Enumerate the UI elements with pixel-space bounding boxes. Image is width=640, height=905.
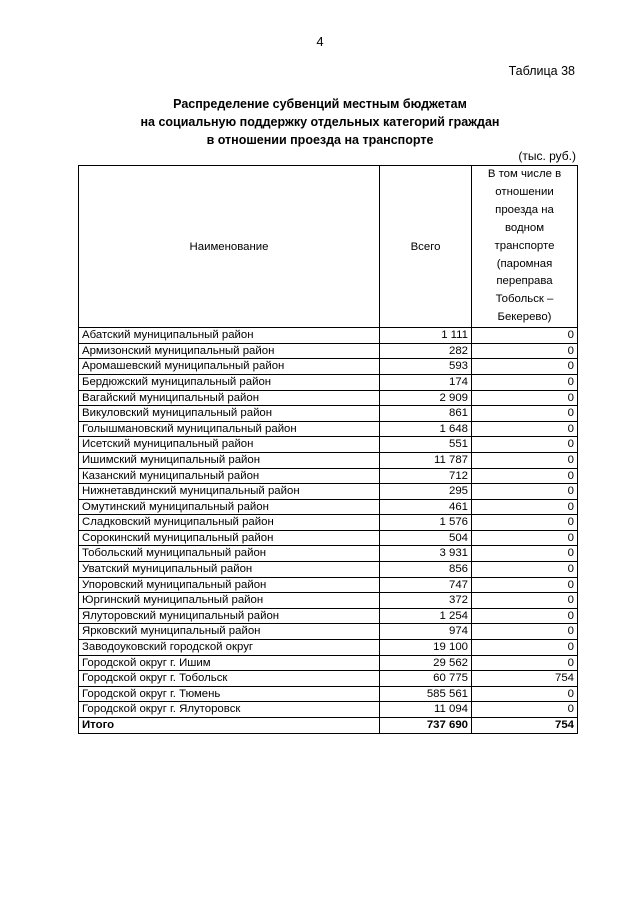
cell-total: 1 648 xyxy=(380,421,472,437)
cell-total: 1 254 xyxy=(380,608,472,624)
cell-total: 974 xyxy=(380,624,472,640)
cell-water: 0 xyxy=(472,624,578,640)
header-name: Наименование xyxy=(79,166,380,328)
cell-name: Бердюжский муниципальный район xyxy=(79,374,380,390)
table-row xyxy=(79,359,578,375)
cell-water: 0 xyxy=(472,484,578,500)
title-line-2: на социальную поддержку отдельных категорий граждан xyxy=(140,115,500,129)
table-row xyxy=(79,437,578,453)
table-row xyxy=(79,546,578,562)
cell-total: 551 xyxy=(380,437,472,453)
table-row xyxy=(79,421,578,437)
page-number: 4 xyxy=(316,34,324,49)
table-body xyxy=(79,328,578,733)
total-label: Итого xyxy=(79,718,380,734)
cell-name: Аромашевский муниципальный район xyxy=(79,359,380,375)
cell-water: 0 xyxy=(472,702,578,718)
cell-name: Упоровский муниципальный район xyxy=(79,577,380,593)
table-row xyxy=(79,499,578,515)
cell-total: 461 xyxy=(380,499,472,515)
cell-water: 0 xyxy=(472,577,578,593)
cell-total: 2 909 xyxy=(380,390,472,406)
cell-name: Нижнетавдинский муниципальный район xyxy=(79,484,380,500)
cell-name: Абатский муниципальный район xyxy=(79,328,380,344)
cell-water: 0 xyxy=(472,468,578,484)
cell-name: Городской округ г. Ишим xyxy=(79,655,380,671)
table-row xyxy=(79,624,578,640)
cell-total: 504 xyxy=(380,530,472,546)
cell-water: 754 xyxy=(472,671,578,687)
cell-name: Сорокинский муниципальный район xyxy=(79,530,380,546)
cell-water: 0 xyxy=(472,640,578,656)
cell-water: 0 xyxy=(472,374,578,390)
cell-total: 3 931 xyxy=(380,546,472,562)
table-row xyxy=(79,686,578,702)
cell-water: 0 xyxy=(472,593,578,609)
cell-water: 0 xyxy=(472,499,578,515)
cell-water: 0 xyxy=(472,390,578,406)
cell-water: 0 xyxy=(472,655,578,671)
cell-name: Вагайский муниципальный район xyxy=(79,390,380,406)
cell-name: Армизонский муниципальный район xyxy=(79,343,380,359)
units-label: (тыс. руб.) xyxy=(518,149,576,163)
cell-total: 593 xyxy=(380,359,472,375)
table-label: Таблица 38 xyxy=(508,64,575,78)
total-row xyxy=(79,718,578,734)
table-row xyxy=(79,640,578,656)
cell-name: Юргинский муниципальный район xyxy=(79,593,380,609)
table-row xyxy=(79,406,578,422)
cell-water: 0 xyxy=(472,562,578,578)
cell-name: Уватский муниципальный район xyxy=(79,562,380,578)
cell-total: 282 xyxy=(380,343,472,359)
cell-water: 0 xyxy=(472,359,578,375)
cell-total: 19 100 xyxy=(380,640,472,656)
title-line-1: Распределение субвенций местным бюджетам xyxy=(173,97,467,111)
cell-water: 0 xyxy=(472,546,578,562)
cell-total: 372 xyxy=(380,593,472,609)
cell-total: 29 562 xyxy=(380,655,472,671)
cell-water: 0 xyxy=(472,686,578,702)
cell-water: 0 xyxy=(472,530,578,546)
cell-total: 11 787 xyxy=(380,452,472,468)
cell-name: Ишимский муниципальный район xyxy=(79,452,380,468)
table-row xyxy=(79,562,578,578)
cell-total: 295 xyxy=(380,484,472,500)
cell-name: Городской округ г. Тюмень xyxy=(79,686,380,702)
cell-total: 60 775 xyxy=(380,671,472,687)
cell-water: 0 xyxy=(472,437,578,453)
table-row xyxy=(79,515,578,531)
table-row xyxy=(79,343,578,359)
subventions-table xyxy=(78,165,578,734)
cell-total: 1 576 xyxy=(380,515,472,531)
cell-name: Ярковский муниципальный район xyxy=(79,624,380,640)
cell-total: 747 xyxy=(380,577,472,593)
document-title xyxy=(0,95,640,149)
table-row xyxy=(79,655,578,671)
cell-water: 0 xyxy=(472,406,578,422)
cell-total: 712 xyxy=(380,468,472,484)
cell-total: 585 561 xyxy=(380,686,472,702)
table-row xyxy=(79,374,578,390)
table-row xyxy=(79,702,578,718)
table-row xyxy=(79,530,578,546)
table-row xyxy=(79,577,578,593)
cell-name: Омутинский муниципальный район xyxy=(79,499,380,515)
table-row xyxy=(79,484,578,500)
cell-water: 0 xyxy=(472,608,578,624)
cell-water: 0 xyxy=(472,421,578,437)
cell-water: 0 xyxy=(472,343,578,359)
header-total: Всего xyxy=(380,166,472,328)
table-row xyxy=(79,452,578,468)
cell-total: 11 094 xyxy=(380,702,472,718)
cell-name: Викуловский муниципальный район xyxy=(79,406,380,422)
cell-name: Городской округ г. Тобольск xyxy=(79,671,380,687)
table-row xyxy=(79,671,578,687)
cell-name: Тобольский муниципальный район xyxy=(79,546,380,562)
cell-total: 1 111 xyxy=(380,328,472,344)
table-row xyxy=(79,328,578,344)
cell-water: 0 xyxy=(472,452,578,468)
cell-water: 0 xyxy=(472,328,578,344)
table-row xyxy=(79,390,578,406)
header-water-transport: В том числе в отношении проезда на водном транспорте (паромная переправа Тобольск – Бекерево) xyxy=(472,166,578,328)
cell-name: Казанский муниципальный район xyxy=(79,468,380,484)
cell-name: Голышмановский муниципальный район xyxy=(79,421,380,437)
cell-total: 174 xyxy=(380,374,472,390)
cell-name: Ялуторовский муниципальный район xyxy=(79,608,380,624)
cell-name: Городской округ г. Ялуторовск xyxy=(79,702,380,718)
table-row xyxy=(79,608,578,624)
cell-total: 861 xyxy=(380,406,472,422)
cell-name: Исетский муниципальный район xyxy=(79,437,380,453)
cell-name: Заводоуковский городской округ xyxy=(79,640,380,656)
table-row xyxy=(79,593,578,609)
cell-total: 856 xyxy=(380,562,472,578)
total-water: 754 xyxy=(472,718,578,734)
total-sum: 737 690 xyxy=(380,718,472,734)
table-row xyxy=(79,468,578,484)
header-row xyxy=(79,166,578,328)
cell-name: Сладковский муниципальный район xyxy=(79,515,380,531)
cell-water: 0 xyxy=(472,515,578,531)
title-line-3: в отношении проезда на транспорте xyxy=(206,133,434,147)
